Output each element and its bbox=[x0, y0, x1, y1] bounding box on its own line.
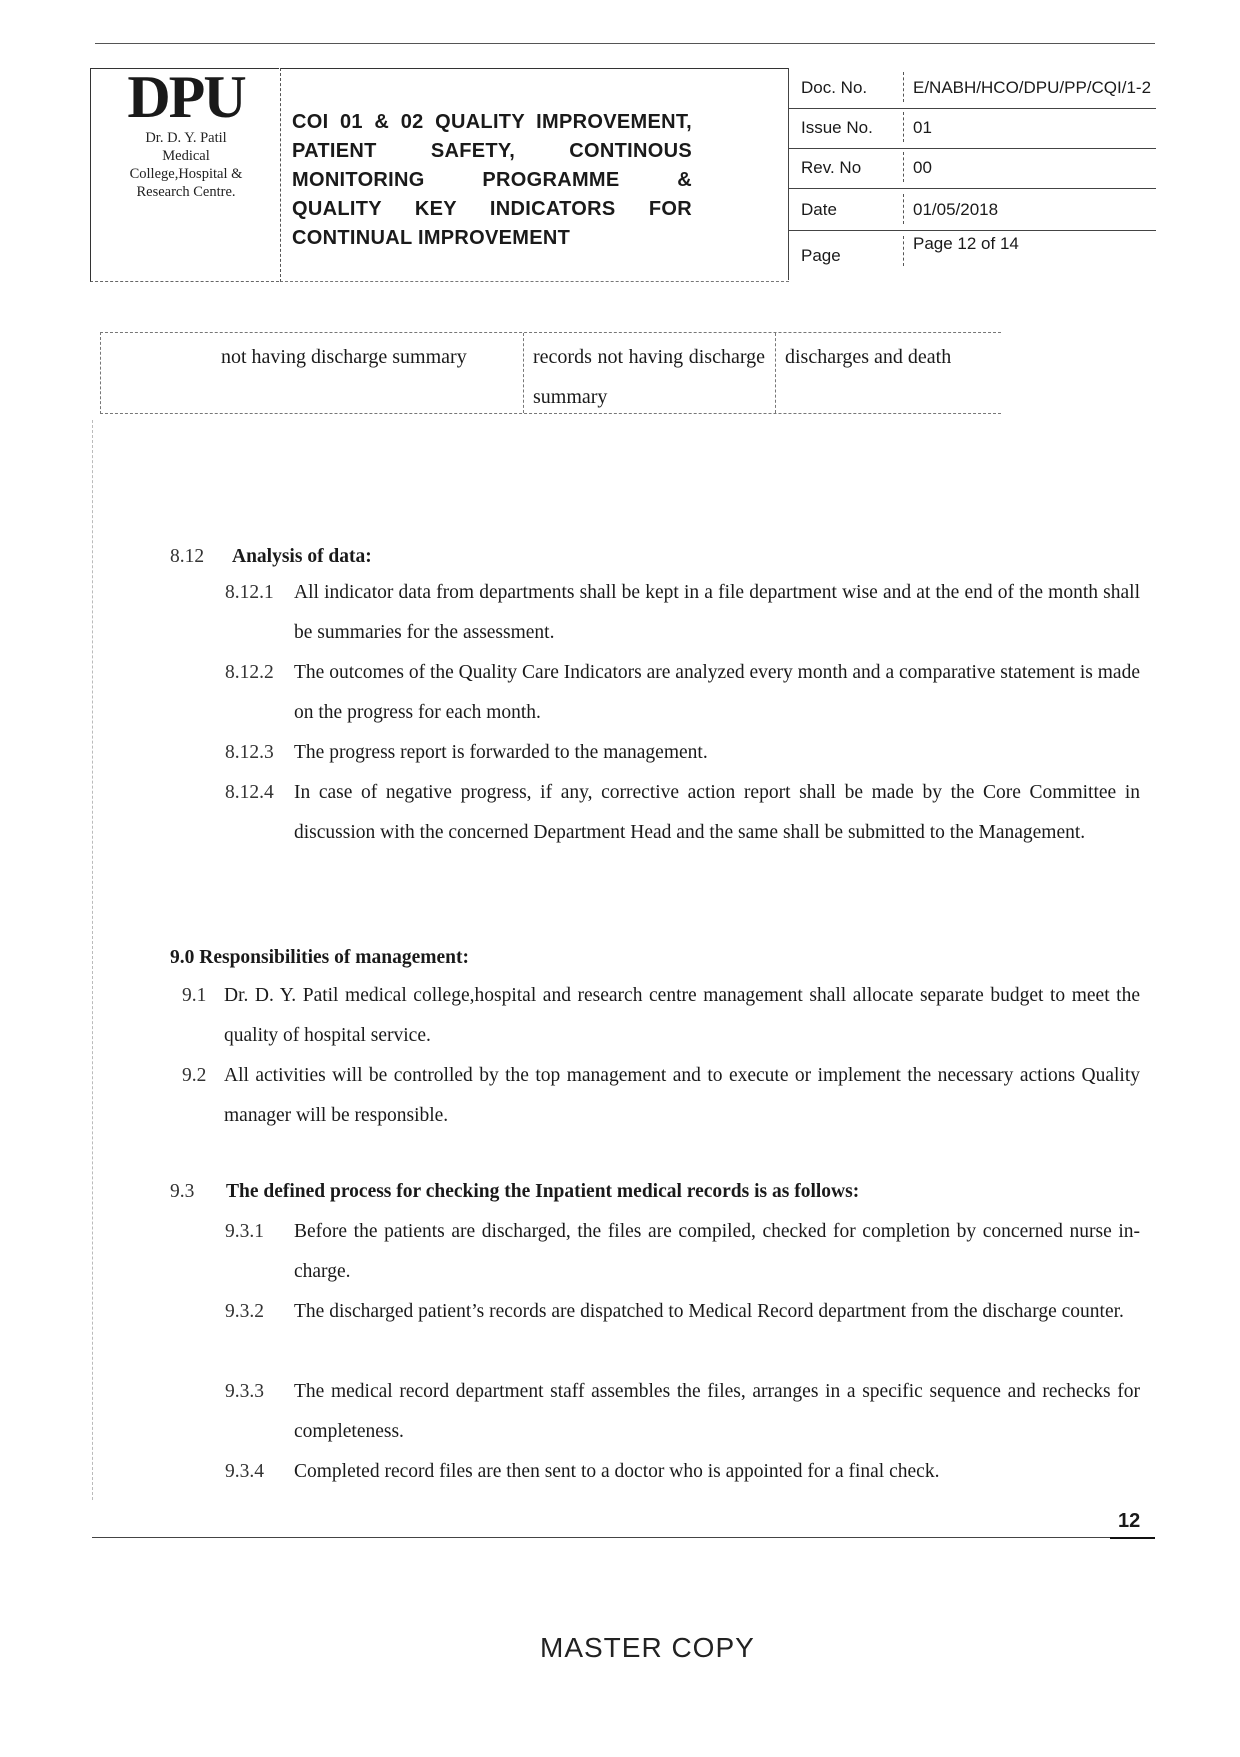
meta-row-rev-no bbox=[789, 148, 1156, 189]
meta-value: Page 12 of 14 bbox=[913, 234, 1019, 253]
item-number: 9.3.2 bbox=[225, 1301, 264, 1322]
page-number-underline bbox=[1110, 1537, 1155, 1539]
item-text: All indicator data from departments shall be kept in a file department wise and at the end of the month shall be summaries for the assessment. bbox=[294, 582, 1140, 643]
title-line: COI 01 & 02 QUALITY IMPROVEMENT, bbox=[292, 111, 692, 133]
item-number: 9.3.4 bbox=[225, 1461, 264, 1482]
institution-line: Medical bbox=[162, 148, 210, 164]
institution-name bbox=[91, 129, 281, 201]
section-number: 9.3 bbox=[170, 1181, 195, 1202]
meta-divider bbox=[903, 236, 904, 266]
meta-divider bbox=[903, 72, 904, 102]
meta-row-page bbox=[789, 232, 1156, 272]
item-text: The medical record department staff assembles the files, arranges in a specific sequence and rechecks for completeness. bbox=[294, 1381, 1140, 1442]
meta-divider bbox=[903, 152, 904, 182]
institution-line: Dr. D. Y. Patil bbox=[145, 130, 227, 146]
meta-label: Doc. No. bbox=[801, 78, 868, 97]
cell-text: records not having discharge summary bbox=[533, 346, 765, 408]
meta-value: 01 bbox=[913, 118, 932, 137]
section-heading: Analysis of data: bbox=[232, 546, 372, 567]
cell-text: discharges and death bbox=[785, 346, 952, 368]
handwritten-page-number: 12 bbox=[1118, 1510, 1141, 1532]
document-title bbox=[292, 108, 692, 253]
title-line: CONTINUAL IMPROVEMENT bbox=[292, 227, 571, 249]
item-number: 9.2 bbox=[182, 1065, 207, 1086]
meta-value: E/NABH/HCO/DPU/PP/CQI/1-2 bbox=[913, 78, 1152, 97]
logo-box bbox=[90, 64, 279, 282]
table-cell bbox=[775, 333, 1002, 413]
meta-row-doc-no bbox=[789, 68, 1156, 109]
item-number: 8.12.4 bbox=[225, 782, 274, 803]
meta-row-date bbox=[789, 190, 1156, 231]
cell-text: not having discharge summary bbox=[221, 346, 467, 368]
item-number: 8.12.2 bbox=[225, 662, 274, 683]
item-text: In case of negative progress, if any, corrective action report shall be made by the Core Committee in discussion with the concerned Department Head and the same shall be submitted to the Management. bbox=[294, 782, 1140, 843]
section-number: 8.12 bbox=[170, 546, 205, 567]
item-number: 8.12.3 bbox=[225, 742, 274, 763]
item-text: The discharged patient’s records are dispatched to Medical Record department from the discharge counter. bbox=[294, 1301, 1124, 1322]
title-line: PATIENT SAFETY, CONTINOUS bbox=[292, 140, 692, 162]
meta-row-issue-no bbox=[789, 108, 1156, 149]
meta-value: 01/05/2018 bbox=[913, 200, 999, 219]
meta-divider bbox=[903, 194, 904, 224]
meta-value: 00 bbox=[913, 158, 932, 177]
item-text: The outcomes of the Quality Care Indicators are analyzed every month and a comparative statement is made on the progress for each month. bbox=[294, 662, 1140, 723]
continuation-table-row bbox=[100, 332, 1001, 414]
meta-label: Issue No. bbox=[801, 118, 873, 137]
institution-line: Research Centre. bbox=[136, 184, 236, 200]
item-text: Before the patients are discharged, the files are compiled, checked for completion by concerned nurse in-charge. bbox=[294, 1221, 1140, 1282]
item-number: 9.3.3 bbox=[225, 1381, 264, 1402]
institution-line: College,Hospital & bbox=[129, 166, 243, 182]
item-text: The progress report is forwarded to the management. bbox=[294, 742, 708, 763]
item-number: 9.1 bbox=[182, 985, 207, 1006]
meta-label: Rev. No bbox=[801, 158, 862, 177]
table-cell bbox=[523, 333, 774, 413]
item-number: 9.3.1 bbox=[225, 1221, 264, 1242]
item-text: All activities will be controlled by the top management and to execute or implement the necessary actions Quality manager will be responsible. bbox=[224, 1065, 1140, 1126]
meta-label: Page bbox=[801, 246, 841, 265]
top-rule bbox=[95, 43, 1155, 44]
document-header bbox=[90, 64, 1155, 280]
item-number: 8.12.1 bbox=[225, 582, 274, 603]
dpu-logo: DPU bbox=[127, 64, 245, 130]
section-heading: 9.0 Responsibilities of management: bbox=[170, 947, 469, 968]
meta-box bbox=[788, 68, 1156, 280]
table-cell bbox=[101, 333, 521, 413]
left-margin-rule bbox=[92, 420, 93, 1500]
bottom-rule bbox=[92, 1537, 1152, 1538]
master-copy-stamp: MASTER COPY bbox=[540, 1632, 755, 1663]
section-heading: The defined process for checking the Inpatient medical records is as follows: bbox=[226, 1181, 860, 1202]
title-line: MONITORING PROGRAMME & bbox=[292, 169, 692, 191]
item-text: Completed record files are then sent to a doctor who is appointed for a final check. bbox=[294, 1461, 940, 1482]
title-line: QUALITY KEY INDICATORS FOR bbox=[292, 198, 692, 220]
meta-divider bbox=[903, 112, 904, 142]
item-text: Dr. D. Y. Patil medical college,hospital and research centre management shall allocate separate budget to meet the quality of hospital service. bbox=[224, 985, 1140, 1046]
meta-label: Date bbox=[801, 200, 837, 219]
